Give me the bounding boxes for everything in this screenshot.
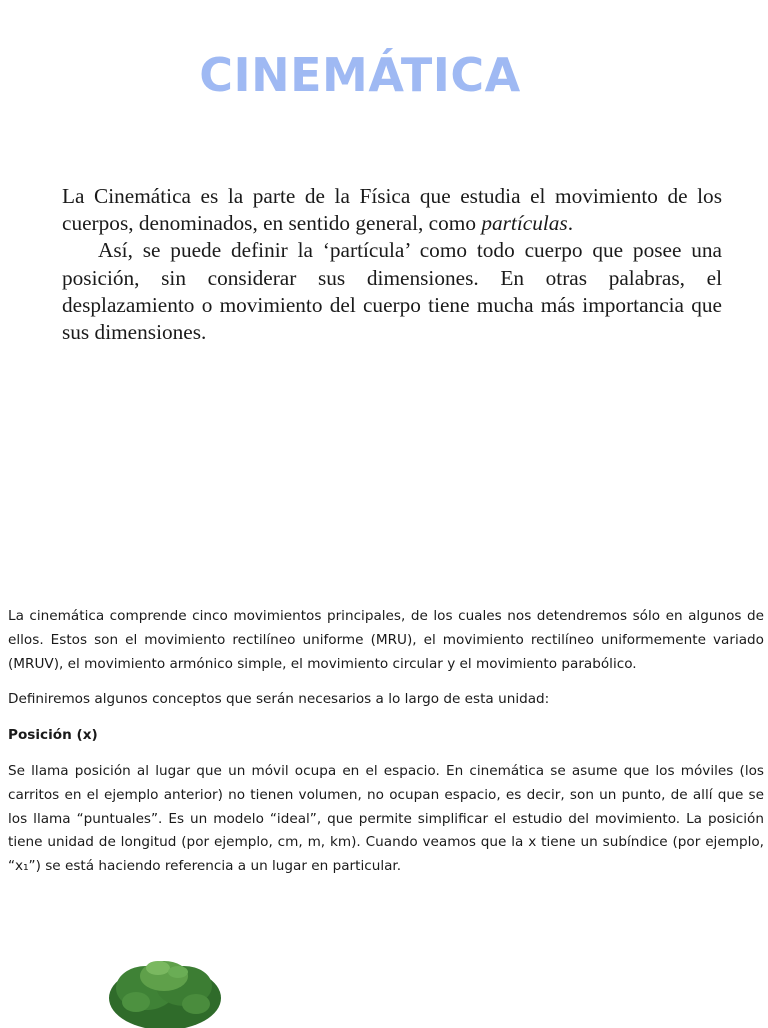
intro-p1-emphasis: partículas <box>481 211 568 236</box>
body-paragraph-1: La cinemática comprende cinco movimientos principales, de los cuales nos detendremos sólo en algunos de ellos. Estos son el movimiento rectilíneo uniforme (MRU), el movimiento rectilíneo uniformemente variado (MRUV), el movimiento armónico simple, el movimiento circular y el movimiento parabólico. <box>8 608 764 672</box>
body-text <box>8 605 764 891</box>
body-paragraph-3: Se llama posición al lugar que un móvil ocupa en el espacio. En cinemática se asume que los móviles (los carritos en el ejemplo anterior) no tienen volumen, no ocupan espacio, es decir, son un punto, de allí que se los llama “puntuales”. Es un modelo “ideal”, que permite simplificar el estudio del movimiento. La posición tiene unidad de longitud (por ejemplo, cm, m, km). Cuando veamos que la x tiene un subíndice (por ejemplo, “x₁”) se está haciendo referencia a un lugar en particular. <box>8 762 764 875</box>
intro-p1-end: . <box>567 211 574 236</box>
tree-image <box>106 958 224 1028</box>
page-title: CINEMÁTICA <box>199 48 521 102</box>
body-paragraph-2: Definiremos algunos conceptos que serán necesarios a lo largo de esta unidad: <box>8 691 550 708</box>
section-heading: Posición (x) <box>8 727 98 744</box>
intro-paragraph-1 <box>62 183 722 237</box>
intro-p1-text: La Cinemática es la parte de la Física que estudia el movimiento de los cuerpos, denominados, en sentido general, como <box>62 184 722 236</box>
intro-text <box>62 183 722 346</box>
intro-paragraph-2: Así, se puede definir la ‘partícula’ como todo cuerpo que posee una posición, sin considerar sus dimensiones. En otras palabras, el desplazamiento o movimiento del cuerpo tiene mucha más importancia que sus dimensiones. <box>62 238 722 345</box>
